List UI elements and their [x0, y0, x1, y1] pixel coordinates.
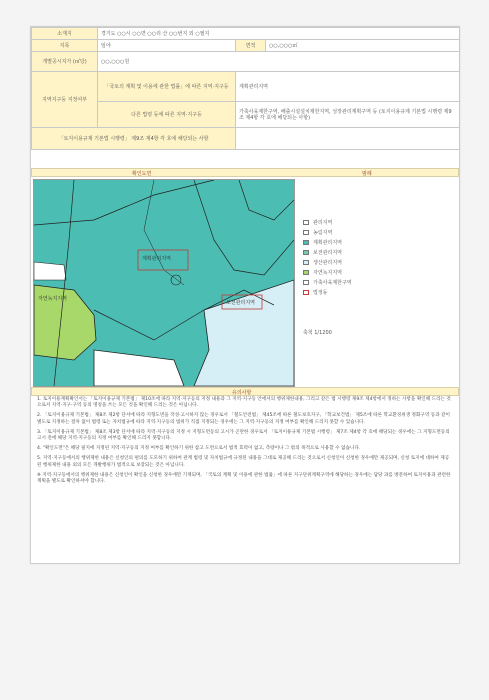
note-paragraph: ※ 지역·지구등에서의 행위제한 내용은 신청인이 확인을 신청한 경우에만 기재되며, 「국토의 계획 및 이용에 관한 법률」에 따른 지구단위계획구역에 해당하는 경우에는 담당 과를 방문하여 토지이용과 관련한 계획을 별도로 확인하셔야 합니다. — [37, 472, 451, 485]
legend-swatch — [303, 270, 309, 275]
land-category-value: 임야 — [98, 40, 236, 52]
location-value: 경기도 ○○시 ○○면 ○○리 산 ○○번지 외 ○필지 — [98, 28, 460, 40]
notes-section-header — [31, 387, 459, 396]
note-paragraph: 3. 「토지이용규제 기본법」 제8조 제3항 단서에 따라 지역·지구등의 지정 시 지형도면등의 고시가 곤란한 경우로서 「토지이용규제 기본법 시행령」 제7조 제4항 각 호에 해당되는 경우에는 그 지형도면등의 고시 전에 해당 지역·지구등의 지정 여부를 확인해 드리지 못합니다. — [37, 429, 450, 442]
map-legend — [297, 179, 457, 385]
zoning-value: 계획관리지역 — [236, 72, 460, 102]
area-label: 면적 — [236, 40, 266, 52]
land-price-label: 개별공시지가 (㎡당) — [32, 52, 98, 72]
legend-label: 농림지역 — [313, 230, 333, 236]
legend-label: 계획관리지역 — [313, 240, 342, 246]
map-scale: 축척 1/1200 — [303, 330, 332, 336]
legend-label: 생산관리지역 — [313, 260, 342, 266]
note-paragraph: 1. 토지이용계획확인서는 「토지이용규제 기본법」 제10조에 따라 지역·지구등의 지정 내용과 그 지역·지구등 안에서의 행위제한내용, 그리고 같은 법 시행령 제9조 제4항에서 정하는 사항을 확인해 드리는 것으로서 지역·지구·구역 등의 명칭을 쓰는 모든 것을 확인해 드리는 것은 아닙니다. — [37, 397, 451, 409]
area-value: ○○,○○○㎡ — [266, 40, 460, 52]
map-header-label: 확인도면 — [132, 171, 152, 177]
legend-swatch — [303, 250, 309, 255]
legend-label: 관리지역 — [313, 220, 333, 226]
regulation-value — [236, 128, 460, 150]
other-zoning-value: 가축사육제한구역, 배출시설설치제한지역, 성장관리계획구역 등 (토지이용규제 기본법 시행령 제9조 제4항 각 호에 해당되는 사항) — [236, 102, 460, 128]
note-paragraph: 5. 지역·지구등에서의 행위제한 내용은 신청인의 편의를 도모하기 위하여 관계 법령 및 자치법규에 규정된 내용을 그대로 제공해 드리는 것으로서 신청인이 신청한 경우에만 제공되며, 신청 토지에 대하여 제공된 행위제한 내용 외의 모든 개발행위가 법적으로 보장되는 것은 아닙니다. — [37, 456, 450, 468]
zoning-sublabel-2: 다른 법령 등에 따른 지역·지구등 — [98, 102, 236, 128]
map-drawing — [34, 180, 294, 386]
legend-swatch — [303, 290, 309, 295]
map-label-left: 자연녹지지역 — [38, 296, 67, 302]
map-label-right: 보전관리지역 — [226, 300, 255, 306]
land-price-value: ○○,○○○원 — [98, 52, 460, 72]
zoning-map — [33, 179, 295, 387]
legend-swatch — [303, 220, 309, 225]
legend-label: 보전관리지역 — [313, 250, 342, 256]
legend-swatch — [303, 280, 309, 285]
document-page — [30, 26, 460, 564]
legend-label: 가축사육제한구역 — [313, 280, 352, 286]
regulation-label: 「토지이용규제 기본법 시행령」 제9조 제4항 각 호에 해당되는 사항 — [32, 128, 236, 150]
land-category-label: 지목 — [32, 40, 98, 52]
zoning-label: 지역지구등 지정여부 — [32, 72, 98, 128]
legend-swatch — [303, 260, 309, 265]
note-paragraph: 4. "확인도면"은 해당 필지에 지정된 지역·지구등의 지정 여부를 확인하기 위한 참고 도면으로서 법적 효력이 없고, 측량이나 그 밖의 목적으로 사용할 수 없습니다. — [37, 446, 361, 452]
notes-body — [37, 397, 453, 489]
legend-swatch — [303, 230, 309, 235]
notes-header-label: 유의사항 — [232, 390, 252, 396]
legend-label: 법정동 — [313, 290, 328, 296]
zoning-sublabel-1: 「국토의 계획 및 이용에 관한 법률」에 따른 지역·지구등 — [98, 72, 236, 102]
white-parcel-2 — [34, 262, 66, 280]
map-section-header — [31, 168, 459, 177]
legend-label: 자연녹지지역 — [313, 270, 342, 276]
map-label-center: 계획관리지역 — [142, 256, 171, 262]
land-info-table — [31, 27, 460, 150]
location-label: 소재지 — [32, 28, 98, 40]
legend-header-label: 범례 — [362, 171, 372, 177]
note-paragraph: 2. 「토지이용규제 기본법」 제8조 제2항 단서에 따라 지형도면을 작성·고시하지 않는 경우로서 「철도안전법」 제45조에 따른 철도보호지구, 「학교보건법」 제5조에 따른 학교환경위생 정화구역 등과 같이 별도로 지정하는 절차 없이 법령 또는 자치법규에 따라 지역·지구등의 범위가 직접 지정되는 경우에는 그 지역·지구등의 지정 여부를 확인해 드리지 못할 수 있습니다. — [37, 413, 450, 425]
legend-swatch — [303, 240, 309, 245]
